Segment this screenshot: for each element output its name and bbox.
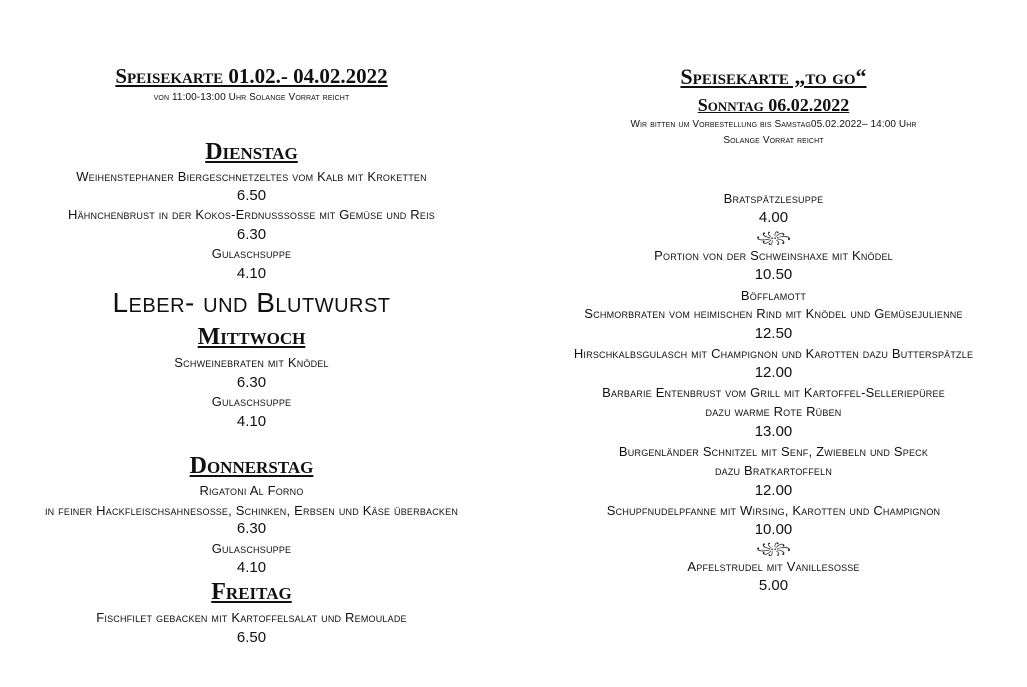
menu-item-dish: Barbarie Entenbrust vom Grill mit Kartoffel-Selleriepüree bbox=[602, 385, 945, 400]
menu-item-dish: Gulaschsuppe bbox=[211, 394, 292, 409]
day-heading-wednesday: Mittwoch bbox=[197, 324, 306, 350]
menu-item-dish: Bratspätzlesuppe bbox=[723, 191, 824, 206]
menu-item-description: dazu warme Rote Rüben bbox=[705, 404, 842, 419]
menu-item-description: in feiner Hackfleischsahnesoße, Schinken, Erbsen und Käse überbacken bbox=[44, 503, 459, 518]
menu-item-dish: Weihenstephaner Biergeschnetzeltes vom Kalb mit Kroketten bbox=[76, 169, 427, 184]
menu-item-dish: Fischfilet gebacken mit Kartoffelsalat und Remoulade bbox=[96, 610, 407, 625]
weekly-menu-hours: von 11:00-13:00 Uhr Solange Vorrat reicht bbox=[153, 92, 350, 103]
menu-item-dish: Hirschkalbsgulasch mit Champignon und Karotten dazu Butterspätzle bbox=[573, 346, 974, 361]
menu-item-price: 6.30 bbox=[236, 520, 267, 537]
menu-item-price: 4.10 bbox=[236, 559, 267, 576]
menu-item-dish: Gulaschsuppe bbox=[211, 246, 292, 261]
menu-item-description: dazu Bratkartoffeln bbox=[714, 463, 833, 478]
menu-item-dish: Gulaschsuppe bbox=[211, 541, 292, 556]
menu-item-dish: Rigatoni Al Forno bbox=[199, 483, 304, 498]
menu-item-price: 10.00 bbox=[754, 521, 793, 538]
menu-item-description: Schmorbraten vom heimischen Rind mit Knödel und Gemüsejulienne bbox=[584, 306, 963, 321]
day-heading-thursday: Donnerstag bbox=[189, 453, 314, 479]
to-go-menu-date: Sonntag 06.02.2022 bbox=[697, 95, 850, 115]
to-go-menu-title: Speisekarte „to go“ bbox=[680, 64, 867, 89]
weekly-menu-title: Speisekarte 01.02.- 04.02.2022 bbox=[115, 64, 388, 88]
menu-item-price: 6.50 bbox=[236, 187, 267, 204]
menu-item-price: 13.00 bbox=[754, 423, 793, 440]
to-go-availability-note: Solange Vorrat reicht bbox=[723, 135, 824, 146]
day-heading-friday: Freitag bbox=[211, 579, 292, 605]
menu-item-price: 6.30 bbox=[236, 374, 267, 391]
menu-item-price: 10.50 bbox=[754, 266, 793, 283]
menu-item-price: 12.00 bbox=[754, 482, 793, 499]
to-go-preorder-note: Wir bitten um Vorbestellung bis Samstag05.02.2022– 14:00 Uhr bbox=[630, 119, 917, 130]
menu-item-price: 6.50 bbox=[236, 629, 267, 646]
menu-item-price: 4.10 bbox=[236, 413, 267, 430]
menu-item-dish: Schupfnudelpfanne mit Wirsing, Karotten und Champignon bbox=[606, 503, 941, 518]
menu-item-price: 4.00 bbox=[758, 209, 789, 226]
day-heading-tuesday: Dienstag bbox=[205, 139, 298, 165]
menu-item-price: 6.30 bbox=[236, 226, 267, 243]
menu-item-price: 12.50 bbox=[754, 325, 793, 342]
ornament-divider: ꧁꧂ bbox=[756, 231, 791, 244]
menu-item-dish: Burgenländer Schnitzel mit Senf, Zwiebeln und Speck bbox=[618, 444, 929, 459]
menu-item-price: 5.00 bbox=[758, 577, 789, 594]
menu-item-price: 4.10 bbox=[236, 265, 267, 282]
menu-item-dish: Böfflamott bbox=[740, 288, 807, 303]
special-announcement: Leber- und Blutwurst bbox=[112, 287, 391, 318]
menu-item-price: 12.00 bbox=[754, 364, 793, 381]
ornament-divider: ꧁꧂ bbox=[756, 542, 791, 555]
menu-item-dish: Portion von der Schweinshaxe mit Knödel bbox=[654, 248, 893, 263]
menu-item-dish: Apfelstrudel mit Vanillesoße bbox=[687, 559, 860, 574]
menu-item-dish: Hähnchenbrust in der Kokos-Erdnusssoße mit Gemüse und Reis bbox=[68, 207, 435, 222]
menu-item-dish: Schweinebraten mit Knödel bbox=[174, 355, 329, 370]
